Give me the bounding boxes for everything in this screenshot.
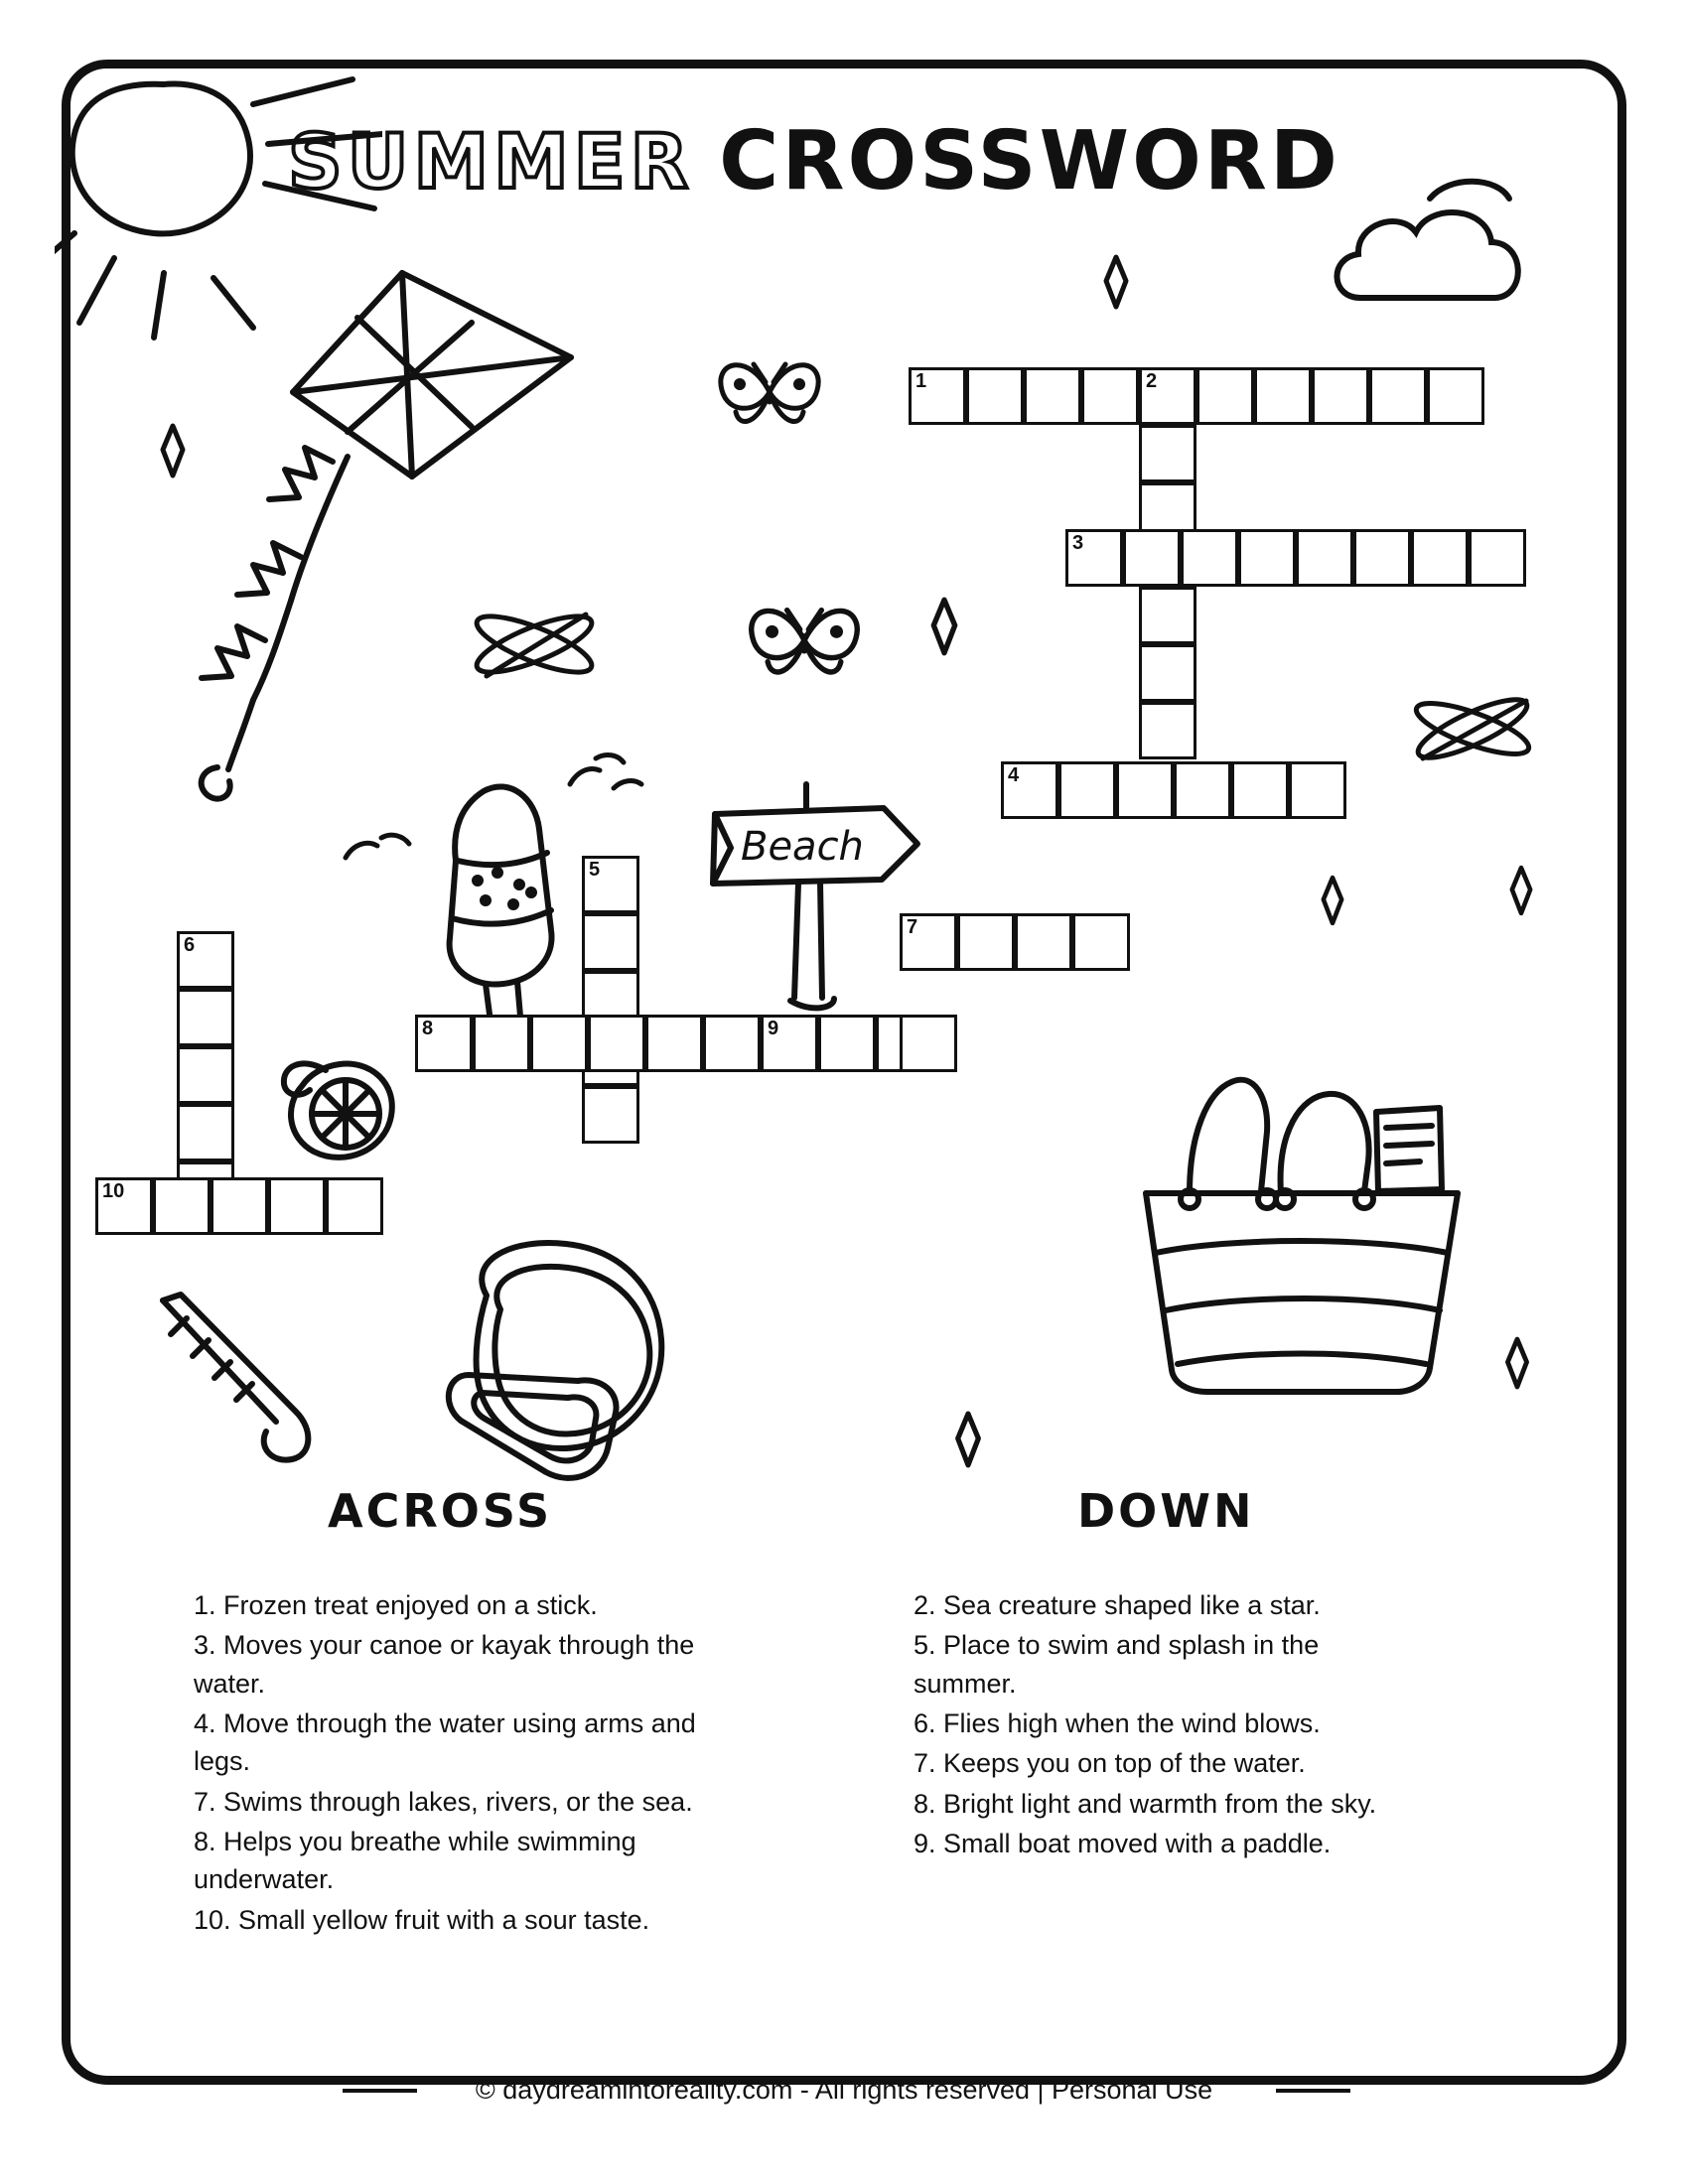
cell-number: 8 [422, 1018, 434, 1039]
across-clue-item: 10. Small yellow fruit with a sour taste. [194, 1904, 650, 1935]
crossword-cell[interactable] [1116, 761, 1174, 819]
down-clue-item: 2. Sea creature shaped like a star. [914, 1590, 1321, 1620]
crossword-cell[interactable] [1289, 761, 1346, 819]
crossword-cell-5[interactable] [582, 856, 639, 913]
crossword-cell[interactable] [1081, 367, 1139, 425]
across-clue-item: 8. Helps you breathe while swimming underwater. [194, 1826, 636, 1895]
title-summer: SUMMER [288, 117, 694, 205]
title-crossword: CROSSWORD [719, 114, 1340, 208]
crossword-cell[interactable] [1139, 702, 1196, 759]
crossword-cell-3[interactable] [1065, 529, 1123, 587]
cell-number: 9 [768, 1018, 779, 1039]
crossword-cell[interactable] [1469, 529, 1526, 587]
crossword-cell[interactable] [268, 1177, 326, 1235]
crossword-cell[interactable] [1353, 529, 1411, 587]
footer-copyright: © daydreamintoreality.com - All rights reserved | Personal Use [475, 2075, 1213, 2105]
across-clue-item: 4. Move through the water using arms and legs. [194, 1707, 696, 1777]
cell-number: 6 [184, 934, 196, 956]
crossword-cell[interactable] [818, 1015, 876, 1072]
cell-number: 5 [589, 859, 601, 881]
cell-number: 3 [1072, 532, 1084, 554]
crossword-cell[interactable] [1139, 587, 1196, 644]
across-heading: ACROSS [328, 1484, 553, 1538]
crossword-cell[interactable] [1058, 761, 1116, 819]
crossword-cell[interactable] [1369, 367, 1427, 425]
crossword-cell[interactable] [177, 1104, 234, 1161]
crossword-cell[interactable] [1174, 761, 1231, 819]
crossword-cell-1[interactable] [909, 367, 966, 425]
crossword-cell[interactable] [1411, 529, 1469, 587]
cell-number: 1 [915, 370, 927, 392]
down-clue-item: 8. Bright light and warmth from the sky. [914, 1788, 1377, 1819]
down-clue-list [914, 1586, 1410, 1864]
crossword-cell[interactable] [1427, 367, 1484, 425]
crossword-cell[interactable] [1254, 367, 1312, 425]
crossword-cell[interactable] [1139, 425, 1196, 482]
crossword-cell-10[interactable] [95, 1177, 153, 1235]
crossword-cell-4[interactable] [1001, 761, 1058, 819]
crossword-cell-2[interactable] [1139, 367, 1196, 425]
crossword-cell[interactable] [588, 1015, 645, 1072]
crossword-cell[interactable] [473, 1015, 530, 1072]
cell-number: 4 [1008, 764, 1020, 786]
crossword-cell-8[interactable] [415, 1015, 473, 1072]
down-clue-item: 7. Keeps you on top of the water. [914, 1748, 1306, 1779]
crossword-cell[interactable] [582, 1086, 639, 1144]
crossword-cell[interactable] [1181, 529, 1238, 587]
crossword-cell[interactable] [1231, 761, 1289, 819]
crossword-cell[interactable] [153, 1177, 211, 1235]
cell-number: 10 [102, 1180, 125, 1202]
across-clue-item: 1. Frozen treat enjoyed on a stick. [194, 1590, 598, 1620]
across-clue-list [194, 1586, 730, 1941]
crossword-cell[interactable] [211, 1177, 268, 1235]
crossword-cell[interactable] [900, 1015, 957, 1072]
crossword-cell-9[interactable] [761, 1015, 818, 1072]
crossword-cell[interactable] [703, 1015, 761, 1072]
cell-number: 2 [1146, 370, 1158, 392]
crossword-cell[interactable] [1312, 367, 1369, 425]
down-heading: DOWN [1077, 1484, 1255, 1538]
crossword-cell[interactable] [326, 1177, 383, 1235]
crossword-cell[interactable] [1015, 913, 1072, 971]
crossword-cell[interactable] [645, 1015, 703, 1072]
across-clue-item: 3. Moves your canoe or kayak through the water. [194, 1630, 695, 1699]
crossword-cell[interactable] [1196, 367, 1254, 425]
down-clue-item: 6. Flies high when the wind blows. [914, 1707, 1321, 1738]
crossword-cell[interactable] [1072, 913, 1130, 971]
down-clue-item: 5. Place to swim and splash in the summer. [914, 1630, 1320, 1699]
svg-text:Beach: Beach [741, 824, 864, 870]
crossword-cell-6[interactable] [177, 931, 234, 989]
down-clue-item: 9. Small boat moved with a paddle. [914, 1828, 1332, 1858]
crossword-cell[interactable] [957, 913, 1015, 971]
crossword-cell[interactable] [1123, 529, 1181, 587]
crossword-cell[interactable] [1139, 644, 1196, 702]
crossword-cell[interactable] [966, 367, 1024, 425]
cell-number: 7 [907, 916, 918, 938]
crossword-cell[interactable] [1238, 529, 1296, 587]
crossword-cell[interactable] [177, 989, 234, 1046]
crossword-cell[interactable] [1296, 529, 1353, 587]
crossword-cell[interactable] [582, 913, 639, 971]
crossword-cell[interactable] [530, 1015, 588, 1072]
across-clue-item: 7. Swims through lakes, rivers, or the sea. [194, 1786, 693, 1817]
crossword-cell[interactable] [1024, 367, 1081, 425]
crossword-cell-7[interactable] [900, 913, 957, 971]
crossword-cell[interactable] [177, 1046, 234, 1104]
